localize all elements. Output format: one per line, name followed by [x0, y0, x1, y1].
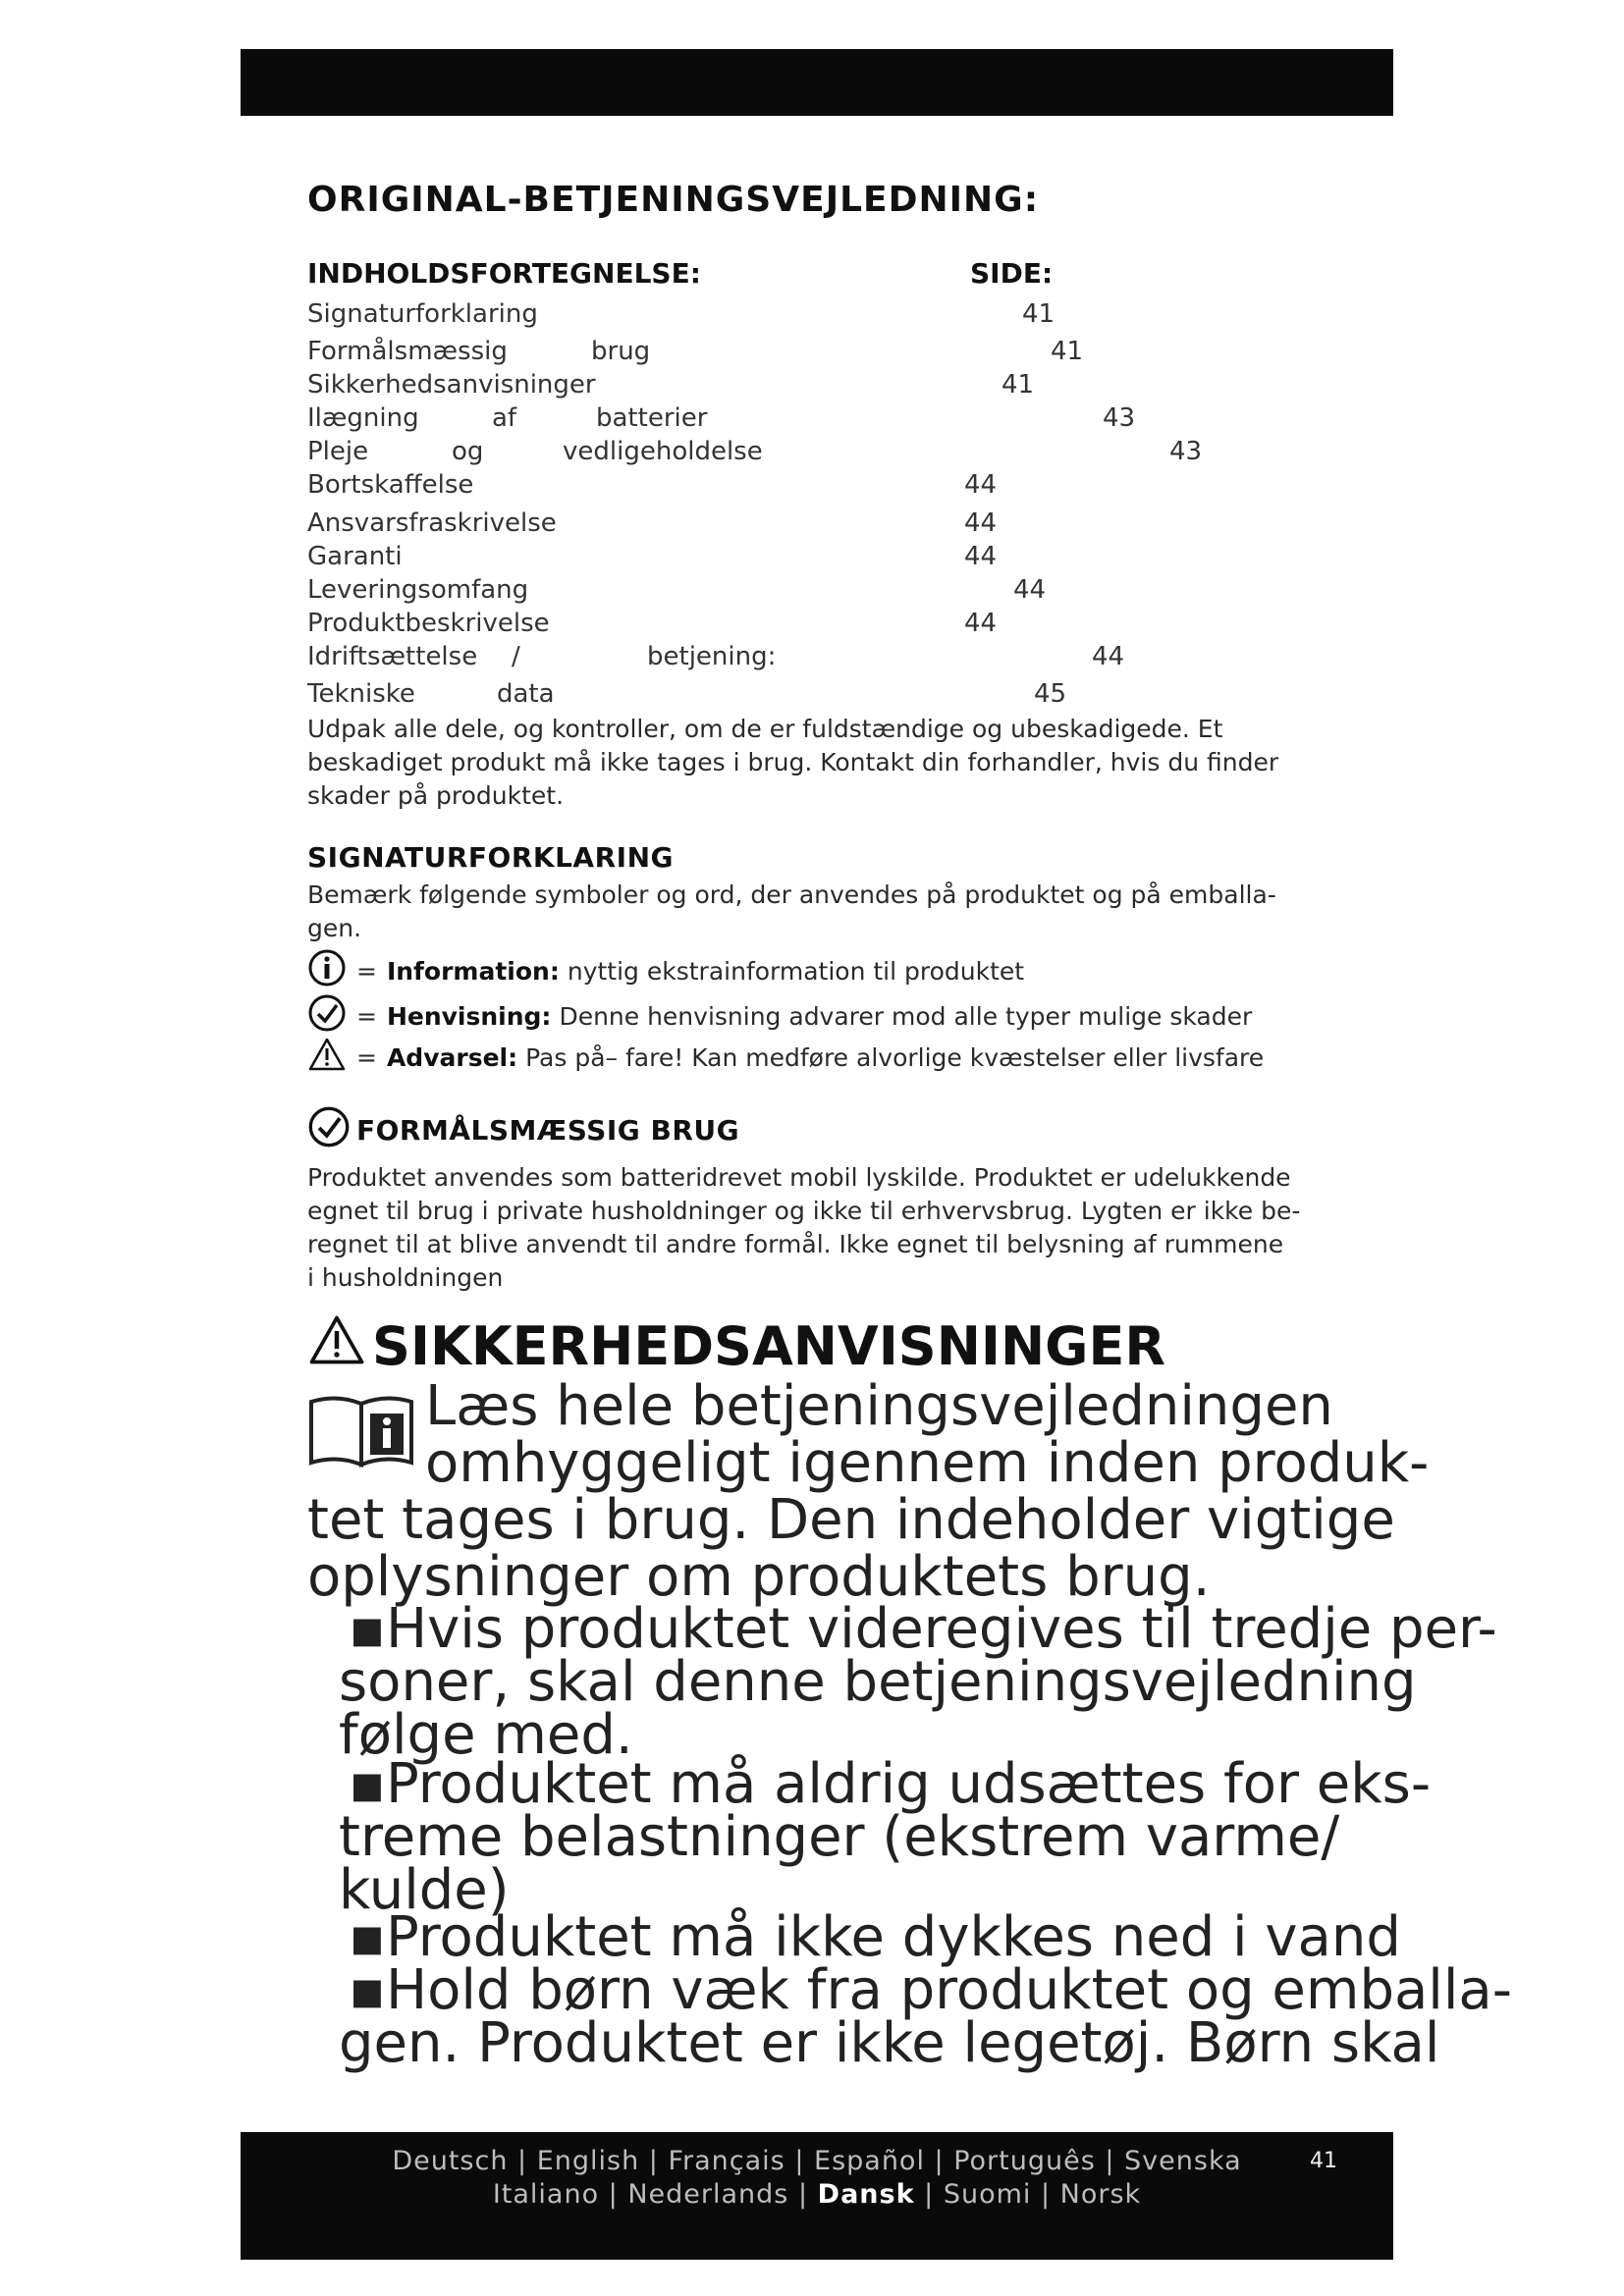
info-circle-icon — [307, 948, 347, 993]
toc-entry-label: Idriftsættelse — [307, 642, 478, 671]
bullet-line: følge med. — [339, 1703, 633, 1767]
toc-entry-label: / — [512, 642, 520, 671]
safety-bullet — [339, 1958, 1512, 2075]
symbol-text: Denne henvisning advarer mod alle typer mulige skader — [559, 1001, 1253, 1031]
toc-entry-page: 45 — [1034, 679, 1067, 709]
warning-triangle-icon — [307, 1313, 366, 1379]
bullet-line: ▪Hvis produktet videregives til tredje per- — [349, 1597, 1497, 1661]
symbol-row-warning — [307, 1037, 1264, 1078]
toc-entry-page: 44 — [964, 470, 998, 500]
toc-entry-page: 44 — [964, 508, 998, 538]
bullet-line: ▪Produktet må ikke dykkes ned i vand — [349, 1905, 1401, 1969]
read-manual-icon — [307, 1392, 415, 1474]
language-links: Italiano | Nederlands | — [492, 2179, 809, 2210]
toc-entry-page: 41 — [1022, 299, 1056, 329]
toc-entry — [307, 403, 1289, 437]
bullet-line: gen. Produktet er ikke legetøj. Børn skal — [339, 2011, 1440, 2075]
language-list: Deutsch | English | Français | Español | Português | Svenska — [392, 2146, 1242, 2176]
toc-entry — [307, 299, 1289, 333]
equals-sign: = — [356, 1001, 377, 1031]
paragraph-line: gen. — [307, 914, 362, 942]
toc-entry-label: batterier — [596, 403, 708, 433]
toc-entry-label: og — [452, 437, 484, 466]
paragraph-line: regnet til at blive anvendt til andre formål. Ikke egnet til belysning af rummene — [307, 1230, 1284, 1258]
signature-intro — [307, 879, 1276, 945]
paragraph-line: beskadiget produkt må ikke tages i brug. Kontakt din forhandler, hvis du finder — [307, 748, 1279, 776]
toc-entry-label: Produktbeskrivelse — [307, 609, 550, 638]
toc-entry-page: 43 — [1103, 403, 1136, 433]
toc-entry-label: Signaturforklaring — [307, 299, 538, 329]
unpack-paragraph — [307, 713, 1278, 813]
symbol-row-reference — [307, 993, 1252, 1039]
toc-entry-label: brug — [591, 337, 651, 366]
safety-bullet — [339, 1905, 1401, 1969]
language-list-line2 — [241, 2179, 1393, 2210]
toc-entry-label: Pleje — [307, 437, 369, 466]
symbol-text: nyttig ekstrainformation til produktet — [567, 956, 1025, 986]
toc-entry — [307, 470, 1289, 504]
toc-entry-page: 44 — [964, 542, 998, 571]
toc-entry-page: 44 — [1092, 642, 1125, 671]
toc-entry-label: Leveringsomfang — [307, 575, 529, 605]
toc-entry — [307, 679, 1289, 713]
toc-entry-label: betjening: — [647, 642, 777, 671]
toc-entry-label: af — [492, 403, 517, 433]
warning-triangle-icon — [307, 1037, 347, 1078]
safety-bullet — [339, 1752, 1432, 1922]
check-circle-icon — [307, 993, 347, 1039]
signature-heading: SIGNATURFORKLARING — [307, 841, 674, 874]
check-circle-icon — [307, 1105, 351, 1155]
read-first-line: tet tages i brug. Den indeholder vigtige — [307, 1488, 1395, 1552]
paragraph-line: Bemærk følgende symboler og ord, der anvendes på produktet og på emballa- — [307, 881, 1276, 909]
bullet-line: treme belastninger (ekstrem varme/ — [339, 1805, 1340, 1869]
toc-entry-label: Formålsmæssig — [307, 337, 508, 366]
paragraph-line: i husholdningen — [307, 1263, 504, 1292]
read-first-line: oplysninger om produktets brug. — [307, 1545, 1211, 1609]
safety-heading — [307, 1313, 1165, 1379]
bullet-line: ▪Hold børn væk fra produktet og emballa- — [349, 1958, 1512, 2022]
top-header-bar — [241, 49, 1393, 116]
paragraph-line: Produktet anvendes som batteridrevet mobil lyskilde. Produktet er udelukkende — [307, 1163, 1291, 1192]
toc-entry — [307, 337, 1289, 370]
bullet-line: ▪Produktet må aldrig udsættes for eks- — [349, 1752, 1432, 1816]
symbol-label: Advarsel: — [386, 1042, 518, 1072]
bullet-line: kulde) — [339, 1858, 510, 1922]
intended-use-heading-text: FORMÅLSMÆSSIG BRUG — [356, 1114, 740, 1147]
toc-entry — [307, 437, 1289, 470]
read-first-line: omhyggeligt igennem inden produk- — [425, 1431, 1430, 1495]
toc-entry-label: Ilægning — [307, 403, 419, 433]
symbol-label: Information: — [386, 956, 560, 986]
toc-entry-label: Bortskaffelse — [307, 470, 474, 500]
page-number: 41 — [1310, 2149, 1337, 2173]
toc-entry — [307, 575, 1289, 609]
intended-use-paragraph — [307, 1161, 1300, 1295]
equals-sign: = — [356, 956, 377, 986]
toc-entry-label: Ansvarsfraskrivelse — [307, 508, 557, 538]
safety-heading-text: SIKKERHEDSANVISNINGER — [372, 1315, 1165, 1377]
toc-entry — [307, 542, 1289, 575]
safety-bullet — [339, 1597, 1497, 1767]
toc-page-heading: SIDE: — [970, 257, 1054, 290]
equals-sign: = — [356, 1042, 377, 1072]
paragraph-line: egnet til brug i private husholdninger og ikke til erhvervsbrug. Lygten er ikke be- — [307, 1197, 1301, 1225]
toc-entry-label: Garanti — [307, 542, 403, 571]
toc-entry-label: data — [497, 679, 555, 709]
toc-entry-page: 43 — [1169, 437, 1203, 466]
paragraph-line: Udpak alle dele, og kontroller, om de er fuldstændige og ubeskadigede. Et — [307, 715, 1223, 743]
toc-entry-page: 41 — [1001, 370, 1035, 400]
toc-entry-page: 44 — [1013, 575, 1047, 605]
language-links: | Suomi | Norsk — [924, 2179, 1142, 2210]
toc-entry — [307, 370, 1289, 403]
language-active: Dansk — [817, 2179, 915, 2210]
toc-entry — [307, 508, 1289, 542]
intended-use-heading — [307, 1105, 739, 1155]
symbol-label: Henvisning: — [386, 1001, 552, 1031]
toc-heading: INDHOLDSFORTEGNELSE: — [307, 257, 701, 290]
bullet-line: soner, skal denne betjeningsvejledning — [339, 1650, 1417, 1714]
toc-entry-label: vedligeholdelse — [563, 437, 763, 466]
symbol-row-information — [307, 948, 1024, 993]
toc-entry-page: 41 — [1051, 337, 1084, 366]
symbol-text: Pas på– fare! Kan medføre alvorlige kvæstelser eller livsfare — [525, 1042, 1265, 1072]
toc-entry — [307, 609, 1289, 642]
toc-entry-label: Tekniske — [307, 679, 415, 709]
document-title: ORIGINAL-BETJENINGSVEJLEDNING: — [307, 180, 1040, 220]
toc-entry-label: Sikkerhedsanvisninger — [307, 370, 596, 400]
toc-entry-page: 44 — [964, 609, 998, 638]
toc-entry — [307, 642, 1289, 675]
read-first-line: Læs hele betjeningsvejledningen — [425, 1374, 1333, 1438]
paragraph-line: skader på produktet. — [307, 781, 565, 810]
